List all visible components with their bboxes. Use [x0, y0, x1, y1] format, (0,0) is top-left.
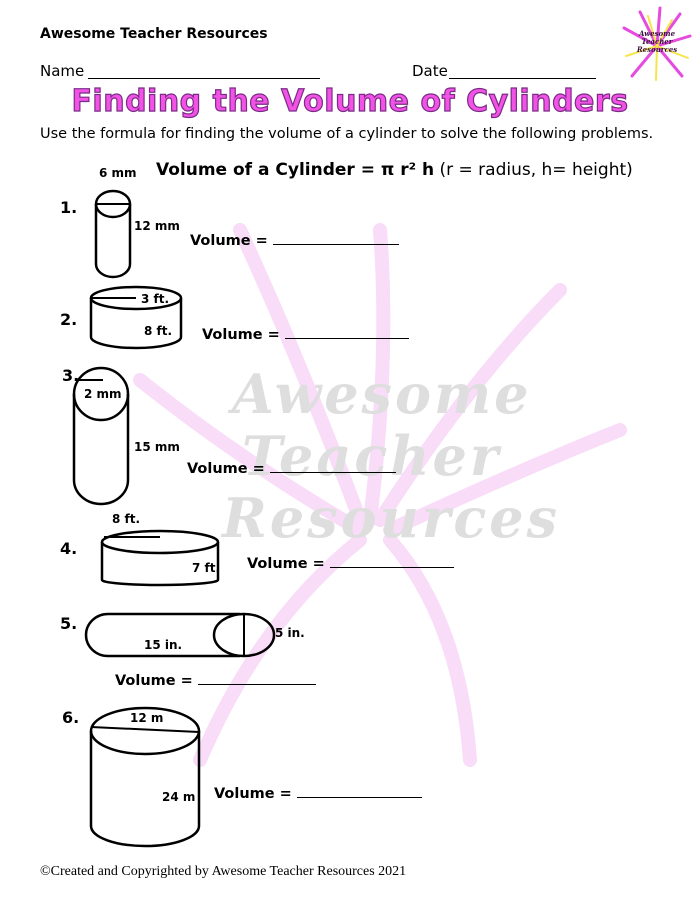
problem-2-radius: 3 ft.	[141, 292, 170, 306]
problem-6-height: 24 m	[162, 790, 196, 804]
formula	[156, 160, 633, 180]
problem-3-volume	[187, 461, 396, 477]
problem-2-number: 2.	[60, 310, 78, 329]
cylinder-2-diagram	[90, 285, 200, 355]
problem-5-length: 15 in.	[144, 638, 183, 652]
instructions: Use the formula for finding the volume of a cylinder to solve the following problems.	[40, 126, 654, 142]
volume-label: Volume =	[247, 556, 325, 572]
name-field-line[interactable]	[88, 78, 320, 79]
name-label: Name	[40, 62, 85, 80]
problem-1-answer-line[interactable]	[273, 244, 399, 245]
problem-5-number: 5.	[60, 614, 78, 633]
problem-6-diameter: 12 m	[130, 711, 164, 725]
problem-1-volume	[190, 233, 399, 249]
volume-label: Volume =	[214, 786, 292, 802]
problem-6-volume	[214, 786, 422, 802]
problem-3-radius: 2 mm	[84, 387, 122, 401]
volume-label: Volume =	[115, 673, 193, 689]
copyright-footer: ©Created and Copyrighted by Awesome Teacher Resources 2021	[40, 864, 407, 879]
problem-5-diameter: 5 in.	[275, 626, 305, 640]
page-title: Finding the Volume of Cylinders	[71, 84, 629, 119]
formula-text: Volume of a Cylinder = π r² h	[156, 160, 435, 180]
problem-5-volume	[115, 673, 316, 689]
problem-4-radius: 8 ft.	[112, 512, 141, 526]
problem-3-answer-line[interactable]	[270, 472, 396, 473]
problem-6-number: 6.	[62, 708, 80, 727]
volume-label: Volume =	[190, 233, 268, 249]
date-field-line[interactable]	[449, 78, 596, 79]
watermark-line-3: Resources	[222, 486, 561, 550]
publisher-name: Awesome Teacher Resources	[40, 26, 268, 42]
cylinder-4-diagram	[96, 510, 236, 590]
formula-example-label: 6 mm	[99, 166, 137, 180]
problem-6-answer-line[interactable]	[297, 797, 422, 798]
problem-2-height: 8 ft.	[144, 324, 173, 338]
formula-note: (r = radius, h= height)	[439, 160, 633, 180]
cylinder-6-diagram	[86, 704, 206, 850]
problem-2-volume	[202, 327, 409, 343]
problem-5-answer-line[interactable]	[198, 684, 316, 685]
problem-1-number: 1.	[60, 198, 78, 217]
cylinder-3-diagram	[72, 362, 192, 512]
problem-4-height: 7 ft.	[192, 561, 221, 575]
logo-line-1: Awesome	[638, 29, 676, 38]
problem-3-height: 15 mm	[134, 440, 180, 454]
problem-2-answer-line[interactable]	[285, 338, 409, 339]
problem-4-number: 4.	[60, 539, 78, 558]
volume-label: Volume =	[202, 327, 280, 343]
problem-1-height: 12 mm	[134, 219, 180, 233]
volume-label: Volume =	[187, 461, 265, 477]
logo-line-3: Resources	[636, 45, 678, 54]
date-label: Date	[412, 62, 448, 80]
publisher-logo	[620, 6, 694, 82]
cylinder-5-diagram	[84, 610, 324, 664]
problem-4-volume	[247, 556, 454, 572]
cylinder-1-diagram	[94, 186, 194, 286]
problem-3-number: 3.	[62, 366, 80, 385]
watermark-line-2: Teacher	[242, 424, 502, 488]
problem-4-answer-line[interactable]	[330, 567, 454, 568]
logo-line-2: Teacher	[641, 37, 673, 46]
watermark-line-1: Awesome	[232, 362, 532, 426]
